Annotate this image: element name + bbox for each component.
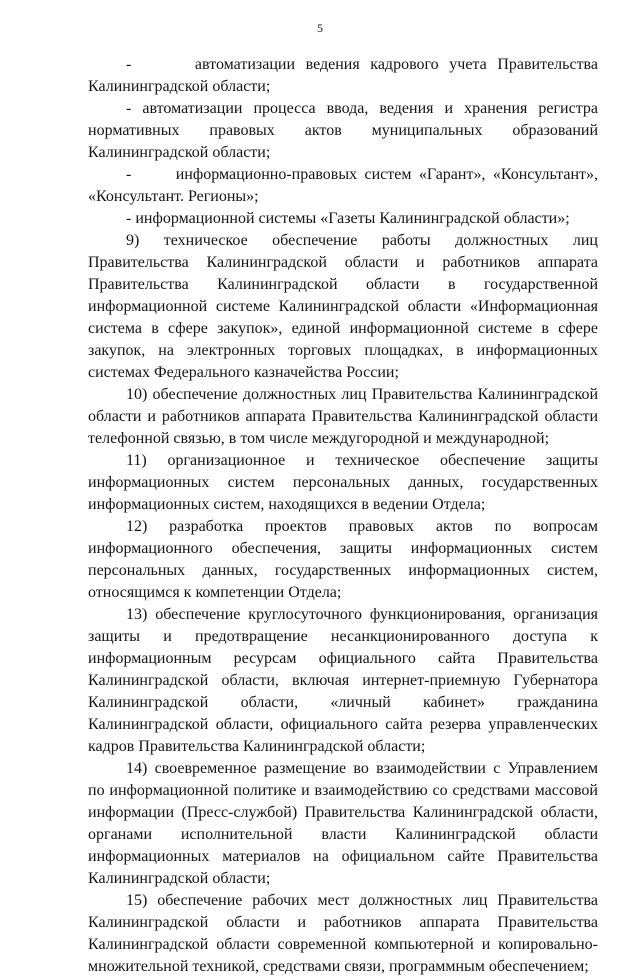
paragraph-item-10: 10) обеспечение должностных лиц Правительства Калининградской области и работников аппарата Правительства Калининградской области телефонной связью, в том числе междугородной и международной; <box>88 386 598 447</box>
paragraph-item-15: 15) обеспечение рабочих мест должностных лиц Правительства Калининградской области и работников аппарата Правительства Калининградской области современной компьютерной и копировально-множительной техникой, средствами связи, программным обеспечением; <box>88 892 598 975</box>
paragraph-item-9: 9) техническое обеспечение работы должностных лиц Правительства Калининградской области и работников аппарата Правительства Калининградской области в государственной информационной системе Калининградской области «Информационная система в сфере закупок», единой информационной системе в сфере закупок, на электронных торговых площадках, в информационных системах Федерального казначейства России; <box>88 232 598 381</box>
list-item-legal-systems: - информационно-правовых систем «Гарант», «Консультант», «Консультант. Регионы»; <box>88 166 598 205</box>
list-item-newspapers-system: - информационной системы «Газеты Калининградской области»; <box>126 210 570 227</box>
paragraph-item-11: 11) организационное и техническое обеспечение защиты информационных систем персональных данных, государственных информационных систем, находящихся в ведении Отдела; <box>88 452 598 513</box>
paragraph-item-12: 12) разработка проектов правовых актов по вопросам информационного обеспечения, защиты информационных систем персональных данных, государственных информационных систем, относящимся к компетенции Отдела; <box>88 518 598 601</box>
list-item-register-automation: - автоматизации процесса ввода, ведения и хранения регистра нормативных правовых актов муниципальных образований Калининградской области; <box>88 100 598 161</box>
paragraph-item-14: 14) своевременное размещение во взаимодействии с Управлением по информационной политике и взаимодействию со средствами массовой информации (Пресс-службой) Правительства Калининградской области, органами исполнительной власти Калининградской области информационных материалов на официальном сайте Правительства Калининградской области; <box>88 760 598 887</box>
list-item-hr-automation: - автоматизации ведения кадрового учета Правительства Калининградской области; <box>88 56 598 95</box>
page-number: 5 <box>317 21 323 35</box>
document-body <box>88 54 598 978</box>
paragraph-item-13: 13) обеспечение круглосуточного функционирования, организация защиты и предотвращение несанкционированного доступа к информационным ресурсам официального сайта Правительства Калининградской области, включая интернет-приемную Губернатора Калининградской области, «личный кабинет» гражданина Калининградской области, официального сайта резерва управленческих кадров Правительства Калининградской области; <box>88 606 598 755</box>
